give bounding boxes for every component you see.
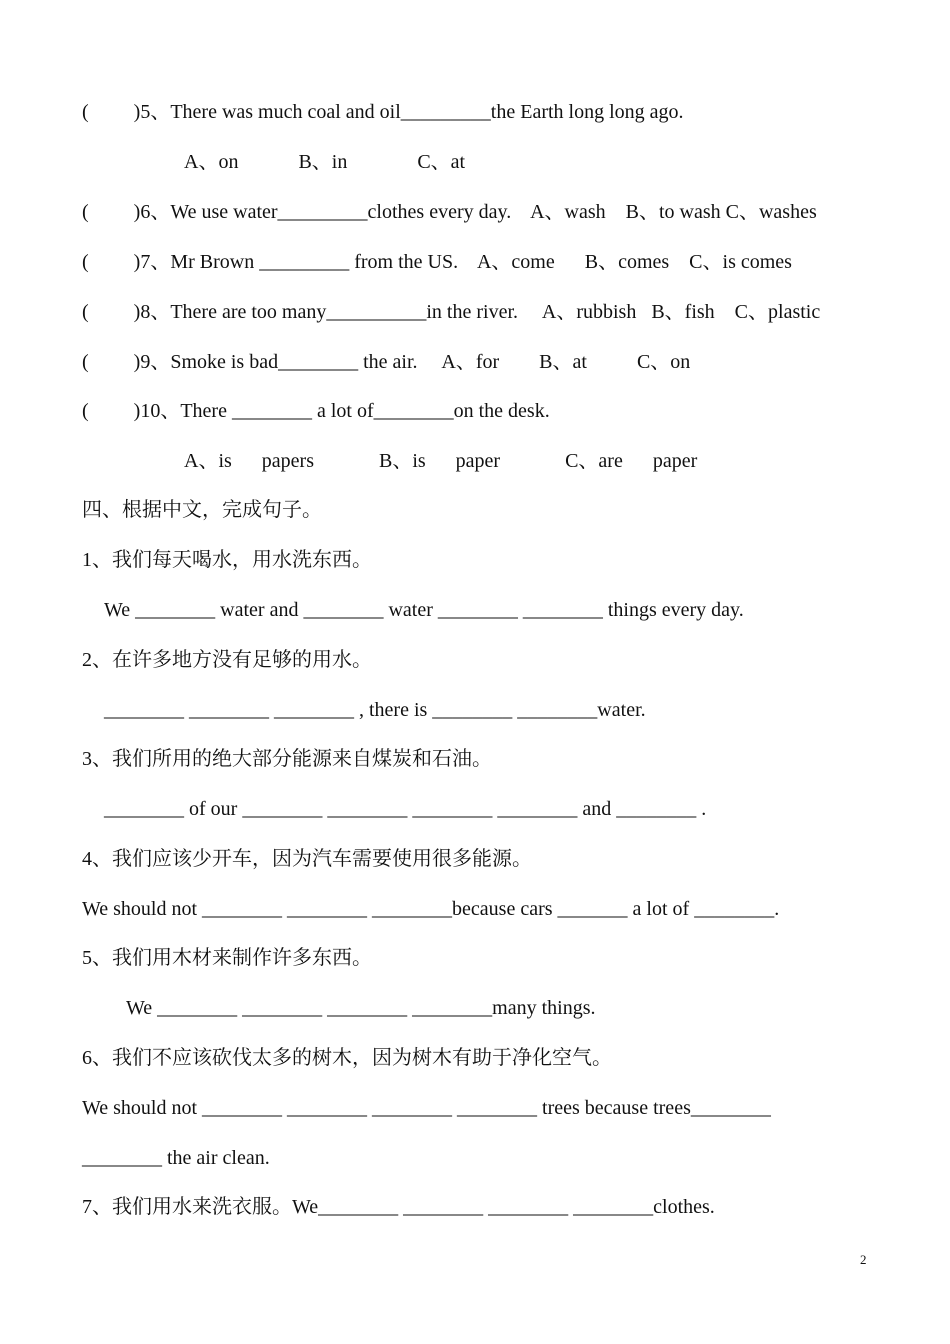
sentence-6-english-line-1: We should not ________ ________ ________ ________ trees because trees________ [82,1097,771,1119]
question-10-options: A、is papers B、is paper C、are paper [184,450,698,472]
question-5: ( )5、There was much coal and oil_________the Earth long long ago. [82,101,684,123]
sentence-3-english: ________ of our ________ ________ ________ ________ and ________ . [104,798,707,820]
sentence-1-english: We ________ water and ________ water ________ ________ things every day. [104,599,744,621]
sentence-5-english: We ________ ________ ________ ________many things. [126,997,596,1019]
question-10: ( )10、There ________ a lot of________on the desk. [82,400,550,422]
sentence-6-chinese: 6、我们不应该砍伐太多的树木，因为树木有助于净化空气。 [82,1047,612,1069]
question-6: ( )6、We use water_________clothes every day. A、wash B、to wash C、washes [82,201,817,223]
sentence-4-english: We should not ________ ________ ________because cars _______ a lot of ________. [82,898,780,920]
question-8: ( )8、There are too many__________in the river. A、rubbish B、fish C、plastic [82,301,821,323]
question-5-options: A、on B、in C、at [184,151,466,173]
question-7: ( )7、Mr Brown _________ from the US. A、come B、comes C、is comes [82,251,792,273]
sentence-2-english: ________ ________ ________ , there is ________ ________water. [104,699,646,721]
sentence-7: 7、我们用水来洗衣服。We________ ________ ________ ________clothes. [82,1196,715,1218]
sentence-2-chinese: 2、在许多地方没有足够的用水。 [82,649,372,671]
sentence-6-english-line-2: ________ the air clean. [82,1147,270,1169]
question-9: ( )9、Smoke is bad________ the air. A、for B、at C、on [82,351,691,373]
sentence-1-chinese: 1、我们每天喝水，用水洗东西。 [82,549,372,571]
page-number: 2 [860,1252,867,1267]
sentence-4-chinese: 4、我们应该少开车，因为汽车需要使用很多能源。 [82,848,532,870]
sentence-3-chinese: 3、我们所用的绝大部分能源来自煤炭和石油。 [82,748,492,770]
section-four-heading: 四、根据中文，完成句子。 [82,499,322,521]
sentence-5-chinese: 5、我们用木材来制作许多东西。 [82,947,372,969]
